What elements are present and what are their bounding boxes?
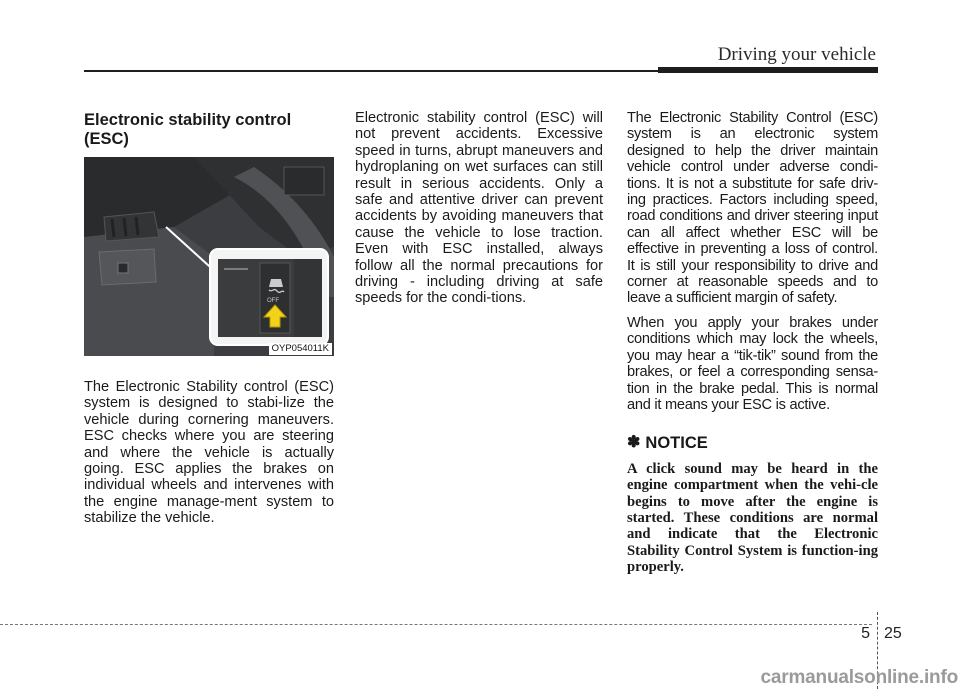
footer-rule [0, 624, 872, 625]
notice-heading [627, 435, 878, 451]
header-rule-accent [658, 67, 878, 73]
section-title [84, 111, 334, 149]
section-number: 5 [861, 625, 870, 642]
column-1 [84, 108, 334, 535]
page-number: 25 [884, 625, 902, 642]
esc-active-paragraph: When you apply your brakes under conditions which may lock the wheels, you may hear a “tik-tik” sound from the brakes, or feel a corresponding sensa-tion in the brake pedal. This is normal and it means your ESC is active. [627, 314, 878, 413]
column-2 [355, 110, 603, 315]
section-title-line-2: (ESC) [84, 130, 129, 148]
figure-code: OYP054011K [269, 343, 332, 355]
dashboard-illustration [84, 157, 334, 356]
esc-button-figure [84, 157, 334, 356]
chapter-title: Driving your vehicle [717, 44, 876, 65]
esc-description-paragraph: The Electronic Stability control (ESC) system is designed to stabi-lize the vehicle during cornering maneuvers. ESC checks where you are steering and where the vehicle is actually going. ESC applies the brakes on individual wheels and intervenes with the engine manage-ment system to stabilize the vehicle. [84, 379, 334, 527]
watermark: carmanualsonline.info [760, 667, 958, 688]
notice-text: A click sound may be heard in the engine compartment when the vehi-cle begins to move after the engine is started. These conditions are normal and indicate that the Electronic Stability Control System is function-ing properly. [627, 460, 878, 576]
section-title-line-1: Electronic stability control [84, 111, 292, 129]
column-3 [627, 110, 878, 576]
svg-text:OFF: OFF [267, 298, 279, 304]
notice-title: NOTICE [645, 434, 708, 453]
esc-system-paragraph: The Electronic Stability Control (ESC) system is an electronic system designed to help the driver maintain vehicle control under adverse condi-tions. It is not a substitute for safe driv-ing practices. Factors including speed, road conditions and driver steering input can all affect whether ESC will be effective in preventing a loss of control. It is still your responsibility to drive and corner at reasonable speeds and to leave a sufficient margin of safety. [627, 110, 878, 307]
esc-warning-paragraph: Electronic stability control (ESC) will not prevent accidents. Excessive speed in turns, abrupt maneuvers and hydroplaning on wet surfaces can still result in serious accidents. Only a safe and attentive driver can prevent accidents by avoiding maneuvers that cause the vehicle to lose traction. Even with ESC installed, always follow all the normal precautions for driving - including driving at safe speeds for the condi-tions. [355, 110, 603, 307]
notice-star-icon: ✽ [627, 434, 641, 452]
